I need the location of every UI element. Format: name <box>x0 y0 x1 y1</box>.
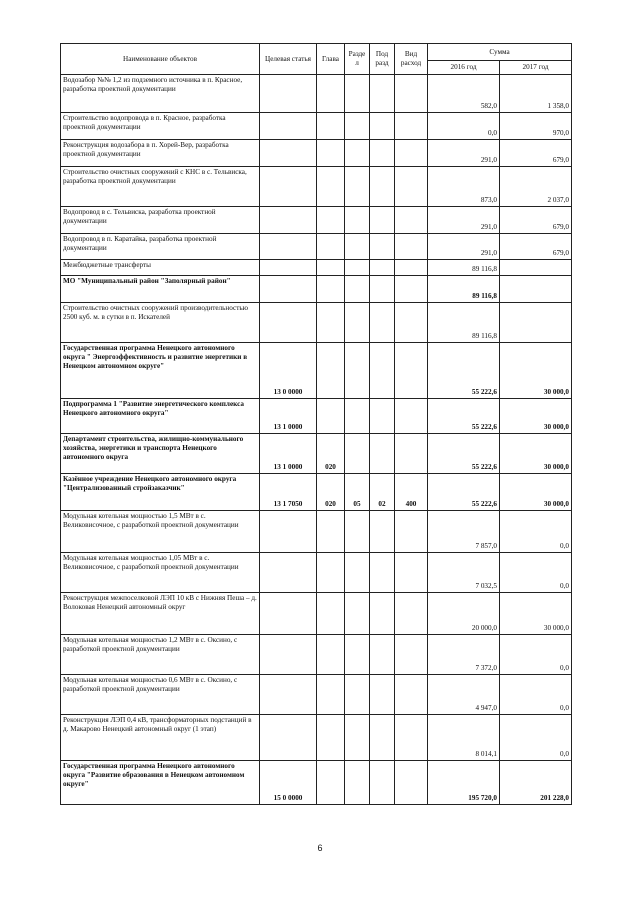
sum-2016-cell: 7 857,0 <box>428 511 500 553</box>
subsection-cell <box>370 113 395 140</box>
article-cell: 13 1 7050 <box>260 474 317 511</box>
subsection-cell <box>370 635 395 675</box>
chapter-cell <box>317 343 345 399</box>
table-row <box>61 343 572 399</box>
table-row <box>61 434 572 474</box>
sum-2017-cell <box>500 260 572 276</box>
sum-2016-cell: 89 116,8 <box>428 303 500 343</box>
section-cell <box>345 399 370 434</box>
subsection-cell <box>370 75 395 113</box>
article-cell <box>260 234 317 260</box>
sum-2017-cell: 30 000,0 <box>500 474 572 511</box>
sum-2017-cell: 0,0 <box>500 635 572 675</box>
sum-2016-cell: 55 222,6 <box>428 343 500 399</box>
name-cell: Модульная котельная мощностью 1,05 МВт в с. Великовисочное, с разработкой проектной документации <box>61 553 260 593</box>
budget-table <box>60 43 572 805</box>
table-row <box>61 761 572 805</box>
article-cell <box>260 511 317 553</box>
chapter-cell <box>317 276 345 303</box>
expense-type-cell <box>395 234 428 260</box>
subsection-cell <box>370 140 395 167</box>
section-cell: 05 <box>345 474 370 511</box>
expense-type-cell <box>395 140 428 167</box>
chapter-cell: 020 <box>317 474 345 511</box>
sum-2017-cell: 0,0 <box>500 553 572 593</box>
page-number: 6 <box>317 843 323 853</box>
section-cell <box>345 343 370 399</box>
section-cell <box>345 140 370 167</box>
header-name: Наименование объектов <box>61 44 260 75</box>
header-article: Целевая статья <box>260 44 317 75</box>
expense-type-cell <box>395 635 428 675</box>
sum-2017-cell <box>500 303 572 343</box>
article-cell: 15 0 0000 <box>260 761 317 805</box>
name-cell: Модульная котельная мощностью 1,5 МВт в с. Великовисочное, с разработкой проектной документации <box>61 511 260 553</box>
table-row <box>61 207 572 234</box>
chapter-cell <box>317 675 345 715</box>
expense-type-cell <box>395 553 428 593</box>
name-cell: Реконструкция межпоселковой ЛЭП 10 кВ с Нижняя Пеша – д. Волоковая Ненецкий автономный округ <box>61 593 260 635</box>
expense-type-cell <box>395 75 428 113</box>
header-year-2017: 2017 год <box>500 61 572 75</box>
sum-2017-cell: 2 037,0 <box>500 167 572 207</box>
name-cell: Водозабор №№ 1,2 из подземного источника в п. Красное, разработка проектной документации <box>61 75 260 113</box>
sum-2016-cell: 582,0 <box>428 75 500 113</box>
section-cell <box>345 675 370 715</box>
sum-2017-cell: 201 228,0 <box>500 761 572 805</box>
table-row <box>61 260 572 276</box>
chapter-cell: 020 <box>317 434 345 474</box>
section-cell <box>345 113 370 140</box>
name-cell: Строительство водопровода в п. Красное, разработка проектной документации <box>61 113 260 140</box>
sum-2017-cell: 30 000,0 <box>500 399 572 434</box>
table-row <box>61 593 572 635</box>
subsection-cell <box>370 399 395 434</box>
section-cell <box>345 553 370 593</box>
chapter-cell <box>317 553 345 593</box>
subsection-cell <box>370 276 395 303</box>
chapter-cell <box>317 75 345 113</box>
subsection-cell <box>370 593 395 635</box>
sum-2017-cell <box>500 276 572 303</box>
sum-2016-cell: 7 032,5 <box>428 553 500 593</box>
name-cell: Строительство очистных сооружений производительностью 2500 куб. м. в сутки в п. Искателей <box>61 303 260 343</box>
name-cell: Государственная программа Ненецкого автономного округа " Энергоэффективность и развитие энергетики в Ненецком автономном округе" <box>61 343 260 399</box>
subsection-cell <box>370 303 395 343</box>
subsection-cell <box>370 761 395 805</box>
sum-2017-cell: 0,0 <box>500 715 572 761</box>
chapter-cell <box>317 715 345 761</box>
chapter-cell <box>317 207 345 234</box>
section-cell <box>345 303 370 343</box>
sum-2016-cell: 20 000,0 <box>428 593 500 635</box>
section-cell <box>345 167 370 207</box>
sum-2016-cell: 291,0 <box>428 234 500 260</box>
subsection-cell <box>370 207 395 234</box>
expense-type-cell <box>395 303 428 343</box>
name-cell: Реконструкция водозабора в п. Хорей-Вер, разработка проектной документации <box>61 140 260 167</box>
article-cell: 13 1 0000 <box>260 399 317 434</box>
expense-type-cell: 400 <box>395 474 428 511</box>
name-cell: Водопровод в п. Каратайка, разработка проектной документации <box>61 234 260 260</box>
chapter-cell <box>317 113 345 140</box>
sum-2016-cell: 55 222,6 <box>428 474 500 511</box>
article-cell: 13 0 0000 <box>260 343 317 399</box>
section-cell <box>345 434 370 474</box>
expense-type-cell <box>395 167 428 207</box>
section-cell <box>345 715 370 761</box>
sum-2016-cell: 873,0 <box>428 167 500 207</box>
article-cell: 13 1 0000 <box>260 434 317 474</box>
article-cell <box>260 276 317 303</box>
table-row <box>61 113 572 140</box>
chapter-cell <box>317 593 345 635</box>
article-cell <box>260 167 317 207</box>
article-cell <box>260 260 317 276</box>
article-cell <box>260 75 317 113</box>
subsection-cell <box>370 234 395 260</box>
section-cell <box>345 260 370 276</box>
chapter-cell <box>317 303 345 343</box>
article-cell <box>260 113 317 140</box>
header-subsection: Под разд <box>370 44 395 75</box>
article-cell <box>260 207 317 234</box>
table-row <box>61 474 572 511</box>
table-row <box>61 715 572 761</box>
expense-type-cell <box>395 761 428 805</box>
expense-type-cell <box>395 399 428 434</box>
header-expense-type: Вид расход <box>395 44 428 75</box>
expense-type-cell <box>395 715 428 761</box>
table-row <box>61 511 572 553</box>
sum-2016-cell: 89 116,8 <box>428 276 500 303</box>
chapter-cell <box>317 234 345 260</box>
subsection-cell <box>370 434 395 474</box>
expense-type-cell <box>395 343 428 399</box>
name-cell: Межбюджетные трансферты <box>61 260 260 276</box>
sum-2017-cell: 0,0 <box>500 675 572 715</box>
table-row <box>61 399 572 434</box>
section-cell <box>345 276 370 303</box>
section-cell <box>345 593 370 635</box>
chapter-cell <box>317 635 345 675</box>
table-row <box>61 234 572 260</box>
chapter-cell <box>317 260 345 276</box>
subsection-cell <box>370 511 395 553</box>
sum-2016-cell: 291,0 <box>428 207 500 234</box>
article-cell <box>260 140 317 167</box>
sum-2016-cell: 291,0 <box>428 140 500 167</box>
subsection-cell <box>370 675 395 715</box>
expense-type-cell <box>395 593 428 635</box>
section-cell <box>345 207 370 234</box>
subsection-cell <box>370 553 395 593</box>
chapter-cell <box>317 511 345 553</box>
table-row <box>61 75 572 113</box>
section-cell <box>345 234 370 260</box>
subsection-cell <box>370 260 395 276</box>
expense-type-cell <box>395 207 428 234</box>
article-cell <box>260 675 317 715</box>
chapter-cell <box>317 140 345 167</box>
expense-type-cell <box>395 511 428 553</box>
article-cell <box>260 715 317 761</box>
table-row <box>61 553 572 593</box>
sum-2016-cell: 195 720,0 <box>428 761 500 805</box>
article-cell <box>260 553 317 593</box>
name-cell: Модульная котельная мощностью 1,2 МВт в с. Оксино, с разработкой проектной документации <box>61 635 260 675</box>
expense-type-cell <box>395 276 428 303</box>
name-cell: Подпрограмма 1 "Развитие энергетического комплекса Ненецкого автономного округа" <box>61 399 260 434</box>
table-row <box>61 276 572 303</box>
sum-2017-cell: 30 000,0 <box>500 434 572 474</box>
table-row <box>61 167 572 207</box>
sum-2016-cell: 7 372,0 <box>428 635 500 675</box>
article-cell <box>260 593 317 635</box>
chapter-cell <box>317 399 345 434</box>
sum-2017-cell: 679,0 <box>500 207 572 234</box>
table-row <box>61 303 572 343</box>
sum-2017-cell: 679,0 <box>500 234 572 260</box>
table-row <box>61 140 572 167</box>
sum-2016-cell: 55 222,6 <box>428 399 500 434</box>
name-cell: Реконструкция ЛЭП 0,4 кВ, трансформаторных подстанций в д. Макарово Ненецкий автономный округ (1 этап) <box>61 715 260 761</box>
expense-type-cell <box>395 434 428 474</box>
name-cell: Строительство очистных сооружений с КНС в с. Тельвиска, разработка проектной документации <box>61 167 260 207</box>
sum-2016-cell: 8 014,1 <box>428 715 500 761</box>
chapter-cell <box>317 167 345 207</box>
sum-2017-cell: 1 358,0 <box>500 75 572 113</box>
sum-2016-cell: 89 116,8 <box>428 260 500 276</box>
sum-2017-cell: 970,0 <box>500 113 572 140</box>
name-cell: Водопровод в с. Тельвиска, разработка проектной документации <box>61 207 260 234</box>
header-sum: Сумма <box>428 44 572 61</box>
sum-2017-cell: 30 000,0 <box>500 343 572 399</box>
subsection-cell: 02 <box>370 474 395 511</box>
subsection-cell <box>370 167 395 207</box>
article-cell <box>260 303 317 343</box>
header-section: Разде л <box>345 44 370 75</box>
sum-2017-cell: 30 000,0 <box>500 593 572 635</box>
subsection-cell <box>370 343 395 399</box>
name-cell: Государственная программа Ненецкого автономного округа "Развитие образования в Ненецком автономном округе" <box>61 761 260 805</box>
section-cell <box>345 75 370 113</box>
expense-type-cell <box>395 675 428 715</box>
section-cell <box>345 511 370 553</box>
name-cell: Модульная котельная мощностью 0,6 МВт в с. Оксино, с разработкой проектной документации <box>61 675 260 715</box>
name-cell: МО "Муниципальный район "Заполярный район" <box>61 276 260 303</box>
name-cell: Департамент строительства, жилищно-коммунального хозяйства, энергетики и транспорта Ненецкого автономного округа <box>61 434 260 474</box>
article-cell <box>260 635 317 675</box>
sum-2017-cell: 0,0 <box>500 511 572 553</box>
sum-2016-cell: 4 947,0 <box>428 675 500 715</box>
section-cell <box>345 635 370 675</box>
chapter-cell <box>317 761 345 805</box>
expense-type-cell <box>395 113 428 140</box>
name-cell: Казённое учреждение Ненецкого автономного округа "Централизованный стройзаказчик" <box>61 474 260 511</box>
header-year-2016: 2016 год <box>428 61 500 75</box>
expense-type-cell <box>395 260 428 276</box>
sum-2016-cell: 0,0 <box>428 113 500 140</box>
sum-2016-cell: 55 222,6 <box>428 434 500 474</box>
table-row <box>61 635 572 675</box>
table-row <box>61 675 572 715</box>
subsection-cell <box>370 715 395 761</box>
section-cell <box>345 761 370 805</box>
sum-2017-cell: 679,0 <box>500 140 572 167</box>
header-chapter: Глава <box>317 44 345 75</box>
